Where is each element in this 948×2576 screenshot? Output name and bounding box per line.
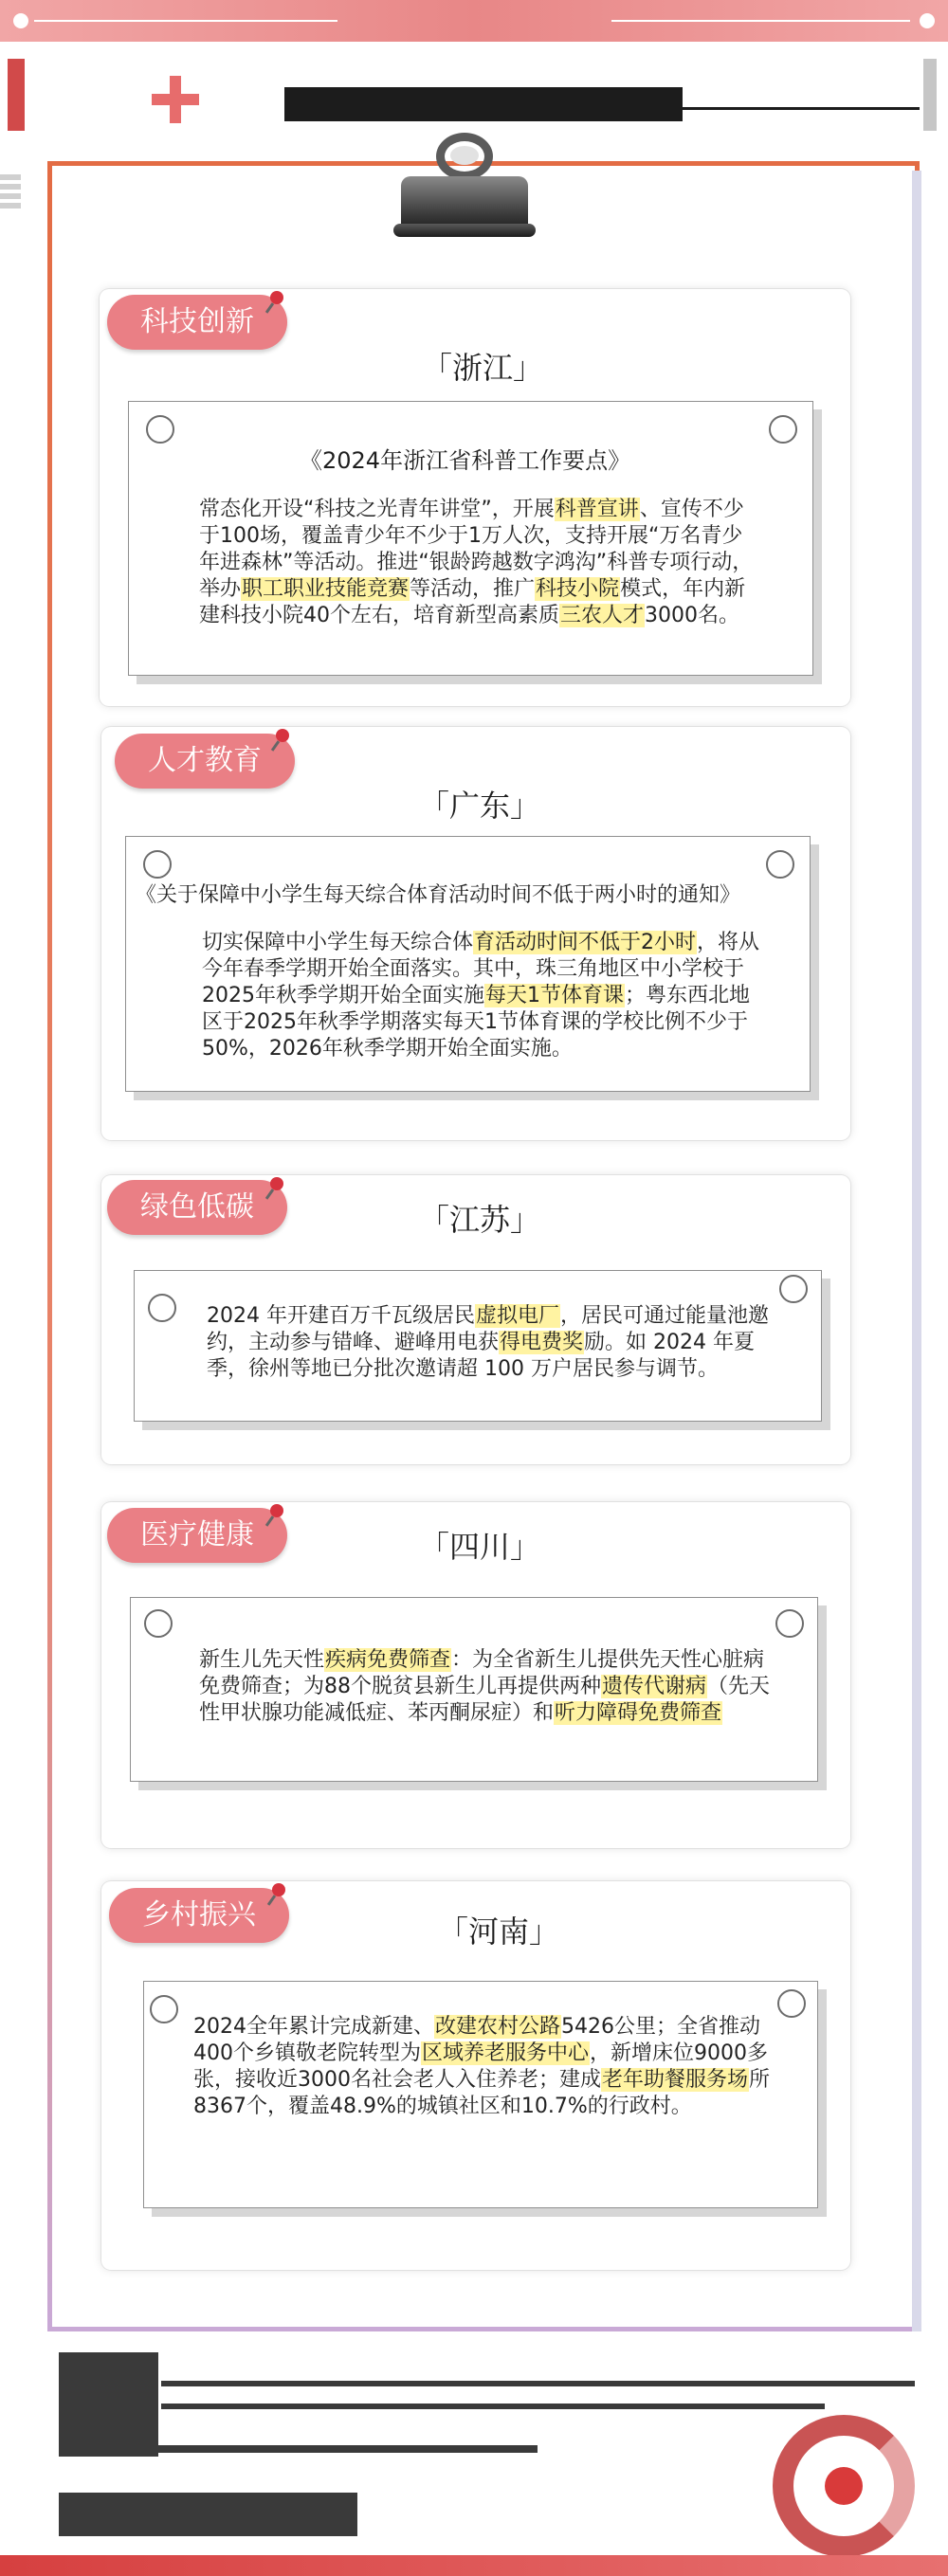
title-underline	[664, 107, 920, 110]
highlighted-keyword: 科普宣讲	[555, 498, 639, 521]
pin-icon	[266, 1177, 287, 1198]
highlighted-keyword: 科技小院	[536, 577, 620, 601]
section-body	[199, 497, 754, 629]
document-paper	[130, 1597, 818, 1782]
footer-obscured-line	[161, 2381, 915, 2386]
body-fragment: ，将从今年春季学期开始全面落实。其中，珠三角地区中小学校于2025年秋季学期开始全面实施	[202, 931, 760, 1007]
body-fragment: ；粤东西北地区于2025年秋季学期落实每天1节体育课的学校比例不少于50%，2026年秋季学期开始全面实施。	[202, 984, 751, 1061]
section-card-health	[101, 1502, 850, 1848]
section-card-rural	[101, 1881, 850, 2270]
hole-icon	[150, 1995, 178, 2023]
document-title: 《2024年浙江省科普工作要点》	[300, 447, 631, 474]
bottom-bar	[0, 2555, 948, 2576]
pin-icon	[266, 291, 287, 312]
hole-icon	[148, 1294, 176, 1322]
banner-dot-right	[920, 13, 935, 28]
body-fragment: ，居民可通过能量池邀约，主动参与错峰、避峰用电获	[207, 1304, 770, 1354]
region-name: 「浙江」	[422, 350, 544, 386]
section-body	[207, 1303, 775, 1383]
hole-icon	[779, 1275, 808, 1303]
hole-icon	[146, 415, 174, 444]
hole-icon	[775, 1609, 804, 1638]
section-body	[199, 1647, 773, 1727]
highlighted-keyword: 区域养老服务中心	[422, 2041, 590, 2065]
body-fragment: ，新增床位9000多张，接收近3000名社会老人入住养老；建成	[193, 2041, 769, 2092]
highlighted-keyword: 改建农村公路	[435, 2015, 561, 2039]
binder-clip-icon	[393, 133, 536, 246]
highlighted-keyword: 育活动时间不低于2小时	[474, 931, 697, 954]
section-card-education	[101, 727, 850, 1140]
body-fragment: 新生儿先天性	[199, 1648, 325, 1672]
hole-icon	[144, 1609, 173, 1638]
hole-icon	[769, 415, 797, 444]
section-body	[193, 2014, 772, 2120]
highlighted-keyword: 老年助餐服务场	[602, 2068, 749, 2092]
body-fragment: 2024全年累计完成新建、	[193, 2015, 434, 2039]
section-tag: 绿色低碳	[107, 1180, 287, 1235]
header-right-mark	[923, 59, 937, 131]
banner-dot-left	[13, 13, 28, 28]
hole-icon	[143, 850, 172, 879]
footer-obscured-line	[59, 2445, 538, 2453]
footer-obscured-block	[59, 2352, 158, 2457]
body-fragment: 常态化开设“科技之光青年讲堂”，开展	[199, 498, 555, 521]
document-paper	[134, 1270, 822, 1422]
document-title: 《关于保障中小学生每天综合体育活动时间不低于两小时的通知》	[136, 883, 741, 907]
body-fragment: 所8367个，覆盖48.9%的城镇社区和10.7%的行政村。	[193, 2068, 771, 2118]
body-fragment: 、宣传不少于100场，覆盖青少年不少于1万人次，支持开展“万名青少年进森林”等活动。推进“银龄跨越数字鸿沟”科普专项行动，举办	[199, 498, 754, 601]
hole-icon	[766, 850, 794, 879]
document-paper	[125, 836, 811, 1092]
banner-line-right	[611, 20, 910, 22]
plus-icon	[152, 76, 199, 123]
footer-obscured-line	[161, 2404, 825, 2409]
document-paper	[128, 401, 813, 676]
obscured-title	[284, 87, 683, 121]
hole-icon	[777, 1989, 806, 2018]
highlighted-keyword: 听力障碍免费筛查	[555, 1701, 722, 1725]
header-left-mark	[8, 59, 25, 131]
highlighted-keyword: 职工职业技能竞赛	[242, 577, 410, 601]
section-card-tech	[100, 289, 850, 706]
pin-icon	[272, 729, 293, 750]
side-decoration	[0, 171, 21, 209]
document-paper	[143, 1981, 818, 2208]
body-fragment: 3000名。	[645, 604, 740, 627]
region-name: 「河南」	[438, 1914, 560, 1950]
frame-shadow	[912, 171, 921, 2331]
body-fragment: 模式，年内新建科技小院40个左右，培育新型高素质	[199, 577, 746, 627]
highlighted-keyword: 疾病免费筛查	[325, 1648, 451, 1672]
section-tag: 科技创新	[107, 295, 287, 350]
body-fragment: （先天性甲状腺功能减低症、苯丙酮尿症）和	[199, 1675, 771, 1725]
section-tag: 乡村振兴	[109, 1888, 289, 1943]
pin-icon	[266, 1504, 287, 1525]
section-tag: 人才教育	[115, 734, 295, 789]
region-name: 「广东」	[419, 788, 541, 824]
pin-icon	[268, 1883, 289, 1904]
region-name: 「四川」	[419, 1529, 541, 1565]
footer-obscured-block	[59, 2493, 357, 2536]
logo-icon	[773, 2415, 915, 2557]
highlighted-keyword: 虚拟电厂	[475, 1304, 559, 1328]
highlighted-keyword: 遗传代谢病	[602, 1675, 707, 1698]
body-fragment: 等活动，推广	[410, 577, 536, 601]
section-tag: 医疗健康	[107, 1508, 287, 1563]
body-fragment: 励。如 2024 年夏季，徐州等地已分批次邀请超 100 万户居民参与调节。	[207, 1331, 756, 1381]
section-card-green	[101, 1175, 850, 1464]
body-fragment: 5426公里；全省推动400个乡镇敬老院转型为	[193, 2015, 761, 2065]
body-fragment: 2024 年开建百万千瓦级居民	[207, 1304, 475, 1328]
banner-line-left	[34, 20, 337, 22]
body-fragment: ：为全省新生儿提供先天性心脏病免费筛查；为88个脱贫县新生儿再提供两种	[199, 1648, 765, 1698]
region-name: 「江苏」	[419, 1202, 541, 1238]
top-banner-bar	[0, 0, 948, 42]
body-fragment: 切实保障中小学生每天综合体	[202, 931, 474, 954]
highlighted-keyword: 三农人才	[560, 604, 645, 627]
highlighted-keyword: 每天1节体育课	[485, 984, 624, 1007]
section-body	[202, 930, 761, 1062]
highlighted-keyword: 得电费奖	[500, 1331, 584, 1354]
